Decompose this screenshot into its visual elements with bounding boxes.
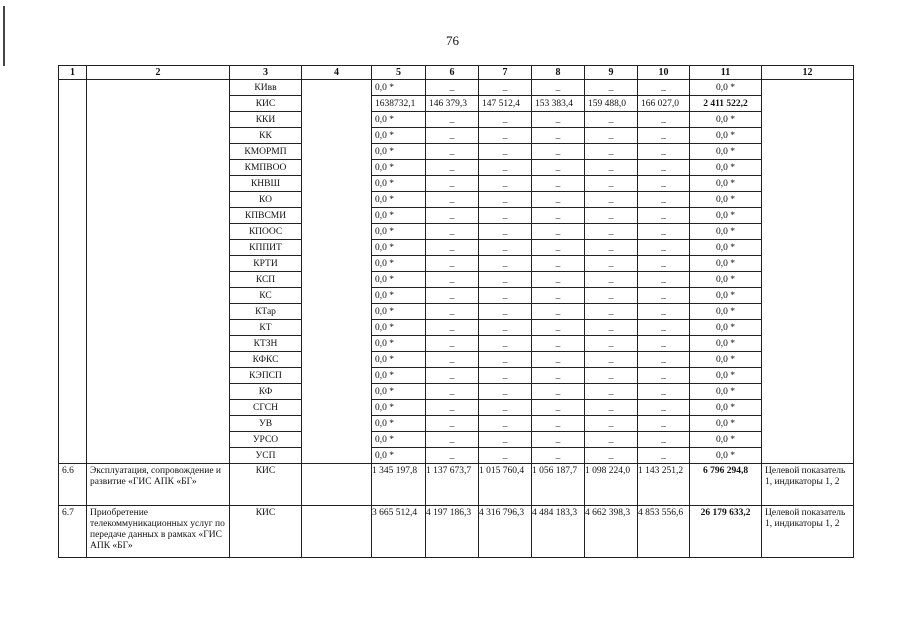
value-cell: 4 853 556,6	[638, 506, 690, 558]
value-cell: _	[479, 352, 532, 368]
value-cell: _	[479, 384, 532, 400]
value-cell: 0,0 *	[372, 240, 426, 256]
source-code-cell: КК	[230, 128, 302, 144]
value-cell: _	[585, 80, 638, 96]
value-cell: _	[479, 224, 532, 240]
total-cell: 0,0 *	[690, 320, 762, 336]
empty-cell	[302, 80, 372, 464]
budget-table	[58, 65, 854, 558]
header-cell: 8	[532, 66, 585, 80]
value-cell: _	[532, 416, 585, 432]
source-code-cell: КППИТ	[230, 240, 302, 256]
value-cell: _	[532, 272, 585, 288]
value-cell: _	[532, 432, 585, 448]
value-cell: 166 027,0	[638, 96, 690, 112]
total-cell: 0,0 *	[690, 112, 762, 128]
value-cell: _	[638, 256, 690, 272]
value-cell: _	[638, 384, 690, 400]
value-cell: _	[426, 368, 479, 384]
value-cell: _	[426, 128, 479, 144]
value-cell: _	[585, 368, 638, 384]
value-cell: _	[638, 208, 690, 224]
source-code-cell: КИС	[230, 96, 302, 112]
value-cell: _	[426, 256, 479, 272]
value-cell: 0,0 *	[372, 80, 426, 96]
source-code-cell: КИвв	[230, 80, 302, 96]
header-cell: 9	[585, 66, 638, 80]
total-cell: 26 179 633,2	[690, 506, 762, 558]
value-cell: _	[479, 304, 532, 320]
value-cell: _	[532, 208, 585, 224]
value-cell: _	[426, 144, 479, 160]
value-cell: _	[479, 256, 532, 272]
total-cell: 0,0 *	[690, 256, 762, 272]
value-cell: _	[426, 336, 479, 352]
value-cell: _	[532, 448, 585, 464]
value-cell: _	[585, 432, 638, 448]
value-cell: 0,0 *	[372, 416, 426, 432]
header-row	[59, 66, 854, 80]
value-cell: _	[638, 112, 690, 128]
total-cell: 0,0 *	[690, 272, 762, 288]
value-cell: _	[532, 304, 585, 320]
value-cell: 1638732,1	[372, 96, 426, 112]
value-cell: _	[532, 400, 585, 416]
total-cell: 0,0 *	[690, 368, 762, 384]
value-cell: _	[532, 80, 585, 96]
value-cell: 0,0 *	[372, 400, 426, 416]
value-cell: _	[479, 80, 532, 96]
value-cell: 1 056 187,7	[532, 464, 585, 506]
value-cell: _	[585, 288, 638, 304]
value-cell: _	[426, 304, 479, 320]
value-cell: _	[532, 256, 585, 272]
target-indicator-note: Целевой показатель 1, индикаторы 1, 2	[762, 464, 854, 506]
value-cell: _	[638, 336, 690, 352]
value-cell: _	[426, 160, 479, 176]
value-cell: _	[479, 432, 532, 448]
value-cell: _	[426, 352, 479, 368]
value-cell: _	[479, 448, 532, 464]
value-cell: _	[638, 368, 690, 384]
total-cell: 0,0 *	[690, 224, 762, 240]
empty-cell	[302, 464, 372, 506]
total-cell: 0,0 *	[690, 400, 762, 416]
value-cell: _	[532, 224, 585, 240]
value-cell: _	[638, 224, 690, 240]
total-cell: 0,0 *	[690, 144, 762, 160]
total-cell: 0,0 *	[690, 448, 762, 464]
value-cell: 0,0 *	[372, 320, 426, 336]
source-code-cell: КМПВОО	[230, 160, 302, 176]
value-cell: _	[532, 288, 585, 304]
page-number: 76	[446, 33, 459, 48]
value-cell: _	[638, 240, 690, 256]
source-code-cell: КНВШ	[230, 176, 302, 192]
value-cell: _	[638, 320, 690, 336]
source-code-cell: ККИ	[230, 112, 302, 128]
value-cell: _	[426, 272, 479, 288]
value-cell: _	[585, 384, 638, 400]
value-cell: 0,0 *	[372, 176, 426, 192]
header-cell: 10	[638, 66, 690, 80]
source-code-cell: КИС	[230, 506, 302, 558]
value-cell: _	[585, 256, 638, 272]
value-cell: _	[426, 432, 479, 448]
value-cell: _	[585, 448, 638, 464]
value-cell: _	[638, 288, 690, 304]
value-cell: 1 137 673,7	[426, 464, 479, 506]
value-cell: _	[426, 112, 479, 128]
value-cell: _	[638, 192, 690, 208]
source-code-cell: КФКС	[230, 352, 302, 368]
section-row	[59, 506, 854, 558]
value-cell: _	[585, 320, 638, 336]
value-cell: 0,0 *	[372, 448, 426, 464]
value-cell: 0,0 *	[372, 384, 426, 400]
value-cell: _	[479, 176, 532, 192]
value-cell: 1 345 197,8	[372, 464, 426, 506]
value-cell: 147 512,4	[479, 96, 532, 112]
total-cell: 0,0 *	[690, 336, 762, 352]
section-index: 6.6	[59, 464, 87, 506]
value-cell: _	[532, 160, 585, 176]
value-cell: _	[585, 192, 638, 208]
value-cell: _	[479, 416, 532, 432]
value-cell: 4 484 183,3	[532, 506, 585, 558]
value-cell: _	[426, 400, 479, 416]
value-cell: 1 098 224,0	[585, 464, 638, 506]
target-indicator-note: Целевой показатель 1, индикаторы 1, 2	[762, 506, 854, 558]
value-cell: _	[638, 432, 690, 448]
value-cell: _	[638, 80, 690, 96]
value-cell: _	[426, 176, 479, 192]
value-cell: _	[532, 368, 585, 384]
source-code-cell: КТЗН	[230, 336, 302, 352]
value-cell: 153 383,4	[532, 96, 585, 112]
value-cell: 0,0 *	[372, 432, 426, 448]
value-cell: 4 197 186,3	[426, 506, 479, 558]
value-cell: 0,0 *	[372, 304, 426, 320]
value-cell: 0,0 *	[372, 192, 426, 208]
empty-cell	[302, 506, 372, 558]
total-cell: 0,0 *	[690, 352, 762, 368]
value-cell: _	[479, 112, 532, 128]
value-cell: _	[585, 144, 638, 160]
value-cell: 0,0 *	[372, 128, 426, 144]
section-row	[59, 464, 854, 506]
total-cell: 0,0 *	[690, 208, 762, 224]
source-code-cell: СГСН	[230, 400, 302, 416]
value-cell: _	[585, 400, 638, 416]
source-code-cell: КМОРМП	[230, 144, 302, 160]
value-cell: 0,0 *	[372, 368, 426, 384]
value-cell: _	[479, 192, 532, 208]
value-cell: _	[638, 448, 690, 464]
value-cell: 0,0 *	[372, 208, 426, 224]
value-cell: 146 379,3	[426, 96, 479, 112]
value-cell: _	[426, 240, 479, 256]
total-cell: 0,0 *	[690, 160, 762, 176]
section-index: 6.7	[59, 506, 87, 558]
value-cell: 0,0 *	[372, 256, 426, 272]
value-cell: _	[638, 416, 690, 432]
value-cell: _	[585, 272, 638, 288]
header-cell: 4	[302, 66, 372, 80]
value-cell: _	[532, 176, 585, 192]
header-cell: 11	[690, 66, 762, 80]
value-cell: _	[426, 224, 479, 240]
value-cell: _	[532, 336, 585, 352]
value-cell: _	[426, 80, 479, 96]
header-cell: 12	[762, 66, 854, 80]
table-row	[59, 80, 854, 96]
value-cell: _	[426, 208, 479, 224]
source-code-cell: УСП	[230, 448, 302, 464]
header-cell: 5	[372, 66, 426, 80]
value-cell: 3 665 512,4	[372, 506, 426, 558]
value-cell: _	[638, 160, 690, 176]
source-code-cell: КС	[230, 288, 302, 304]
value-cell: 0,0 *	[372, 160, 426, 176]
value-cell: _	[638, 352, 690, 368]
source-code-cell: КТ	[230, 320, 302, 336]
value-cell: _	[426, 288, 479, 304]
source-code-cell: КТар	[230, 304, 302, 320]
value-cell: _	[426, 192, 479, 208]
source-code-cell: КЭПСП	[230, 368, 302, 384]
value-cell: 0,0 *	[372, 272, 426, 288]
value-cell: _	[426, 448, 479, 464]
value-cell: _	[532, 240, 585, 256]
total-cell: 0,0 *	[690, 176, 762, 192]
value-cell: _	[638, 304, 690, 320]
value-cell: 0,0 *	[372, 144, 426, 160]
total-cell: 0,0 *	[690, 128, 762, 144]
value-cell: _	[585, 160, 638, 176]
source-code-cell: КСП	[230, 272, 302, 288]
value-cell: _	[585, 208, 638, 224]
value-cell: 0,0 *	[372, 288, 426, 304]
empty-cell	[87, 80, 230, 464]
total-cell: 0,0 *	[690, 240, 762, 256]
source-code-cell: КРТИ	[230, 256, 302, 272]
total-cell: 0,0 *	[690, 192, 762, 208]
source-code-cell: КФ	[230, 384, 302, 400]
value-cell: _	[585, 240, 638, 256]
total-cell: 0,0 *	[690, 432, 762, 448]
value-cell: _	[532, 144, 585, 160]
source-code-cell: КПВСМИ	[230, 208, 302, 224]
header-cell: 3	[230, 66, 302, 80]
header-cell: 6	[426, 66, 479, 80]
value-cell: _	[479, 144, 532, 160]
value-cell: _	[479, 208, 532, 224]
value-cell: _	[479, 240, 532, 256]
value-cell: 1 015 760,4	[479, 464, 532, 506]
header-cell: 1	[59, 66, 87, 80]
value-cell: _	[479, 400, 532, 416]
value-cell: _	[585, 304, 638, 320]
value-cell: _	[638, 144, 690, 160]
value-cell: _	[479, 272, 532, 288]
section-label: Эксплуатация, сопровождение и развитие «ГИС АПК «БГ»	[87, 464, 230, 506]
value-cell: _	[479, 288, 532, 304]
source-code-cell: КО	[230, 192, 302, 208]
value-cell: _	[532, 384, 585, 400]
source-code-cell: УВ	[230, 416, 302, 432]
value-cell: 1 143 251,2	[638, 464, 690, 506]
value-cell: 0,0 *	[372, 112, 426, 128]
value-cell: _	[585, 336, 638, 352]
value-cell: _	[532, 352, 585, 368]
empty-cell	[59, 80, 87, 464]
source-code-cell: КИС	[230, 464, 302, 506]
total-cell: 6 796 294,8	[690, 464, 762, 506]
value-cell: _	[532, 112, 585, 128]
total-cell: 0,0 *	[690, 80, 762, 96]
value-cell: _	[479, 368, 532, 384]
value-cell: _	[532, 192, 585, 208]
value-cell: _	[638, 128, 690, 144]
value-cell: _	[585, 112, 638, 128]
value-cell: 0,0 *	[372, 224, 426, 240]
value-cell: _	[585, 416, 638, 432]
value-cell: 159 488,0	[585, 96, 638, 112]
value-cell: _	[532, 320, 585, 336]
value-cell: _	[479, 160, 532, 176]
total-cell: 2 411 522,2	[690, 96, 762, 112]
value-cell: _	[479, 128, 532, 144]
total-cell: 0,0 *	[690, 416, 762, 432]
empty-cell	[762, 80, 854, 464]
header-cell: 2	[87, 66, 230, 80]
value-cell: _	[585, 352, 638, 368]
header-cell: 7	[479, 66, 532, 80]
total-cell: 0,0 *	[690, 304, 762, 320]
value-cell: _	[585, 176, 638, 192]
value-cell: _	[638, 272, 690, 288]
source-code-cell: УРСО	[230, 432, 302, 448]
total-cell: 0,0 *	[690, 384, 762, 400]
value-cell: 0,0 *	[372, 336, 426, 352]
value-cell: _	[479, 336, 532, 352]
total-cell: 0,0 *	[690, 288, 762, 304]
value-cell: _	[585, 224, 638, 240]
value-cell: _	[585, 128, 638, 144]
value-cell: _	[532, 128, 585, 144]
value-cell: 4 316 796,3	[479, 506, 532, 558]
value-cell: _	[426, 384, 479, 400]
value-cell: _	[479, 320, 532, 336]
source-code-cell: КПООС	[230, 224, 302, 240]
value-cell: 4 662 398,3	[585, 506, 638, 558]
section-label: Приобретение телекоммуникационных услуг по передаче данных в рамках «ГИС АПК «БГ»	[87, 506, 230, 558]
value-cell: _	[638, 176, 690, 192]
value-cell: 0,0 *	[372, 352, 426, 368]
value-cell: _	[426, 320, 479, 336]
value-cell: _	[638, 400, 690, 416]
value-cell: _	[426, 416, 479, 432]
